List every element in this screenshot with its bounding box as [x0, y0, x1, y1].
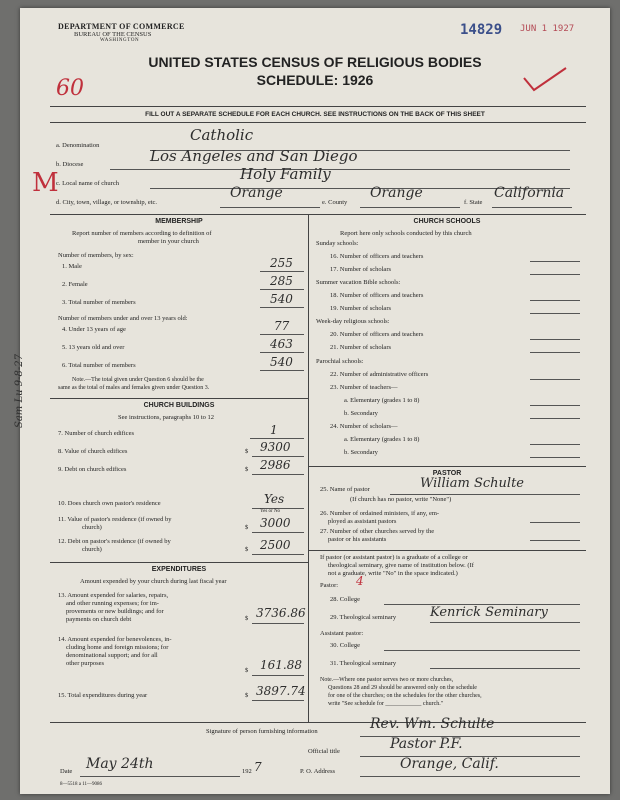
under-13-count: 77 — [274, 319, 290, 333]
pastor-heading: PASTOR — [432, 470, 462, 477]
q14-line: cluding home and foreign missions; for — [66, 644, 169, 651]
census-schedule-sheet — [14, 8, 610, 794]
city-value: Orange — [230, 185, 283, 201]
city-label: WASHINGTON — [100, 38, 140, 43]
denomination-label: a. Denomination — [56, 142, 100, 149]
q11-label: 11. Value of pastor's residence (if owned by — [58, 516, 172, 523]
q3-label: 3. Total number of members — [62, 299, 136, 306]
stamp-number: 14829 — [460, 22, 503, 38]
school-row-q21: 21. Number of scholars — [330, 344, 392, 351]
schools-subheading: Report here only schools conducted by this church — [340, 230, 472, 237]
q4-label: 4. Under 13 years of age — [62, 326, 126, 333]
q13-line: provements or new buildings; and for — [66, 608, 164, 615]
members-by-age-label: Number of members under and over 13 years old: — [58, 315, 188, 322]
school-row-q18: 18. Number of officers and teachers — [330, 292, 424, 299]
red-tally-mark: 4 — [356, 574, 364, 588]
q8-label: 8. Value of church edifices — [58, 448, 128, 455]
total-members-sex: 540 — [270, 292, 293, 306]
yes-or-no-hint: Yes or No — [260, 509, 281, 514]
q25-label: 25. Name of pastor — [320, 486, 370, 493]
pnote-line: write "See schedule for ____________ church." — [328, 701, 444, 707]
expenditures-heading: EXPENDITURES — [151, 566, 207, 573]
grad-line: not a graduate, write "No" in the space indicated.) — [328, 570, 458, 577]
grad-line: theological seminary, give name of institution below. (If — [328, 562, 474, 569]
q13-line: 13. Amount expended for salaries, repairs, — [58, 592, 169, 599]
school-row-q16: 16. Number of officers and teachers — [330, 253, 424, 260]
bureau-label: BUREAU OF THE CENSUS — [74, 31, 152, 38]
denomination-value: Catholic — [190, 126, 254, 144]
dollar-sign: $ — [245, 692, 249, 699]
pnote-line: Note.—Where one pastor serves two or more churches, — [320, 677, 454, 683]
schools-heading: CHURCH SCHOOLS — [413, 218, 481, 225]
school-answer-blank — [530, 261, 580, 262]
school-row-parochial: Parochial schools: — [316, 358, 364, 365]
q13-line: and other running expenses; for im- — [66, 600, 159, 607]
q27-line: pastor or his assistants — [328, 536, 387, 543]
department-label: DEPARTMENT OF COMMERCE — [58, 22, 185, 31]
margin-initials-note: Sam Lu 9-8-27 — [14, 354, 25, 428]
school-row-q20: 20. Number of officers and teachers — [330, 331, 424, 338]
school-answer-blank — [530, 457, 580, 458]
school-row-q22: 22. Number of administrative officers — [330, 371, 429, 378]
signature-label: Signature of person furnishing information — [206, 728, 318, 735]
school-answer-blank — [530, 379, 580, 380]
school-answer-blank — [530, 339, 580, 340]
q14-line: 14. Amount expended for benevolences, in- — [58, 636, 172, 643]
q11-label-2: church) — [82, 524, 102, 531]
q6-label: 6. Total number of members — [62, 362, 136, 369]
dollar-sign: $ — [245, 448, 249, 455]
assistant-pastor-label: Assistant pastor: — [320, 630, 364, 637]
pastor-name: William Schulte — [420, 476, 524, 491]
q28-label: 28. College — [330, 596, 360, 603]
benevolences-amount: 161.88 — [260, 658, 302, 672]
school-row-b_sec: b. Secondary — [344, 449, 378, 456]
dollar-sign: $ — [245, 667, 249, 674]
received-date-stamp: JUN 1 1927 — [520, 24, 575, 34]
female-count: 285 — [270, 274, 293, 288]
expenditures-subheading: Amount expended by your church during last fiscal year — [80, 578, 227, 585]
school-row-a_elem: a. Elementary (grades 1 to 8) — [344, 436, 420, 443]
q27-line: 27. Number of other churches served by the — [320, 528, 435, 535]
grad-line: If pastor (or assistant pastor) is a graduate of a college or — [320, 554, 468, 561]
document-title: UNITED STATES CENSUS OF RELIGIOUS BODIES — [148, 54, 482, 70]
running-expenses-amount: 3736.86 — [256, 606, 306, 620]
church-edifices-count: 1 — [270, 423, 278, 437]
school-row-summer: Summer vacation Bible schools: — [316, 279, 401, 286]
school-row-a_elem: a. Elementary (grades 1 to 8) — [344, 397, 420, 404]
q13-line: payments on church debt — [66, 616, 132, 623]
city-label-field: d. City, town, village, or township, etc. — [56, 199, 158, 206]
red-margin-mark: M — [32, 168, 59, 198]
membership-heading: MEMBERSHIP — [155, 218, 203, 225]
dollar-sign: $ — [245, 466, 249, 473]
over-13-count: 463 — [270, 337, 293, 351]
buildings-heading: CHURCH BUILDINGS — [143, 402, 215, 409]
county-label: e. County — [322, 199, 348, 206]
seminary-name: Kenrick Seminary — [430, 605, 548, 620]
school-row-q24: 24. Number of scholars— — [330, 423, 398, 430]
county-value: Orange — [370, 185, 423, 201]
q26-line: 26. Number of ordained ministers, if any, em- — [320, 510, 440, 517]
q1-label: 1. Male — [62, 263, 82, 270]
membership-note: Note.—The total given under Question 6 should be the — [72, 377, 204, 383]
pastor-sublabel: Pastor: — [320, 582, 339, 589]
q5-label: 5. 13 years old and over — [62, 344, 125, 351]
official-title-value: Pastor P.F. — [390, 736, 463, 752]
q15-label: 15. Total expenditures during year — [58, 692, 148, 699]
school-row-weekday: Week-day religious schools: — [316, 318, 390, 325]
pnote-line: Questions 28 and 29 should be answered only on the schedule — [328, 685, 477, 691]
diocese-value: Los Angeles and San Diego — [150, 147, 358, 165]
diocese-label: b. Diocese — [56, 161, 84, 168]
school-row-sunday: Sunday schools: — [316, 240, 359, 247]
school-answer-blank — [530, 444, 580, 445]
state-value: California — [494, 185, 565, 201]
year-suffix: 7 — [254, 760, 262, 774]
school-row-b_sec: b. Secondary — [344, 410, 378, 417]
date-label: Date — [60, 768, 73, 775]
q31-label: 31. Theological seminary — [330, 660, 397, 667]
instruction-line: FILL OUT A SEPARATE SCHEDULE FOR EACH CHURCH. SEE INSTRUCTIONS ON THE BACK OF THIS SHEET — [145, 111, 485, 118]
q12-label: 12. Debt on pastor's residence (if owned by — [58, 538, 171, 545]
year-prefix: 192 — [242, 768, 252, 775]
q30-label: 30. College — [330, 642, 360, 649]
school-answer-blank — [530, 274, 580, 275]
q29-label: 29. Theological seminary — [330, 614, 397, 621]
q14-line: other purposes — [66, 660, 105, 667]
membership-intro-2: member in your church — [138, 238, 199, 245]
church-name-value: Holy Family — [240, 165, 331, 183]
signature-value: Rev. Wm. Schulte — [370, 716, 495, 732]
schedule-title: SCHEDULE: 1926 — [256, 72, 374, 88]
school-answer-blank — [530, 405, 580, 406]
church-edifices-value: 9300 — [260, 440, 291, 454]
date-value: May 24th — [86, 756, 154, 772]
school-answer-blank — [530, 418, 580, 419]
dollar-sign: $ — [245, 615, 249, 622]
male-count: 255 — [270, 256, 293, 270]
q14-line: denominational support; and for all — [66, 652, 158, 659]
pnote-line: for one of the churches; on the schedules for the other churches, — [328, 693, 482, 699]
school-row-q19: 19. Number of scholars — [330, 305, 392, 312]
q25-hint: (If church has no pastor, write "None") — [350, 496, 452, 503]
membership-intro: Report number of members according to definition of — [72, 230, 212, 237]
q2-label: 2. Female — [62, 281, 88, 288]
total-expenditures-amount: 3897.74 — [256, 684, 306, 698]
school-answer-blank — [530, 300, 580, 301]
membership-note-2: same as the total of males and females given under Question 3. — [58, 385, 210, 391]
q10-label: 10. Does church own pastor's residence — [58, 500, 161, 507]
q12-label-2: church) — [82, 546, 102, 553]
dollar-sign: $ — [245, 546, 249, 553]
q26-line: ployed as assistant pastors — [328, 518, 397, 525]
po-address-label: P. O. Address — [300, 768, 336, 775]
members-by-sex-label: Number of members, by sex: — [58, 252, 134, 259]
school-row-q23: 23. Number of teachers— — [330, 384, 398, 391]
buildings-subheading: See instructions, paragraphs 10 to 12 — [118, 414, 215, 421]
owns-residence-answer: Yes — [264, 492, 285, 506]
q9-label: 9. Debt on church edifices — [58, 466, 127, 473]
residence-value: 3000 — [260, 516, 291, 530]
total-members-age: 540 — [270, 355, 293, 369]
residence-debt: 2500 — [260, 538, 291, 552]
official-title-label: Official title — [308, 748, 340, 755]
school-answer-blank — [530, 352, 580, 353]
school-answer-blank — [530, 313, 580, 314]
po-address-value: Orange, Calif. — [400, 756, 499, 772]
state-label: f. State — [464, 199, 483, 206]
margin-number: 60 — [56, 76, 84, 101]
church-edifices-debt: 2986 — [260, 458, 291, 472]
q7-label: 7. Number of church edifices — [58, 430, 134, 437]
form-code: 8—5518 a 11—9086 — [60, 782, 103, 787]
dollar-sign: $ — [245, 524, 249, 531]
church-name-label: c. Local name of church — [56, 180, 119, 187]
school-row-q17: 17. Number of scholars — [330, 266, 392, 273]
